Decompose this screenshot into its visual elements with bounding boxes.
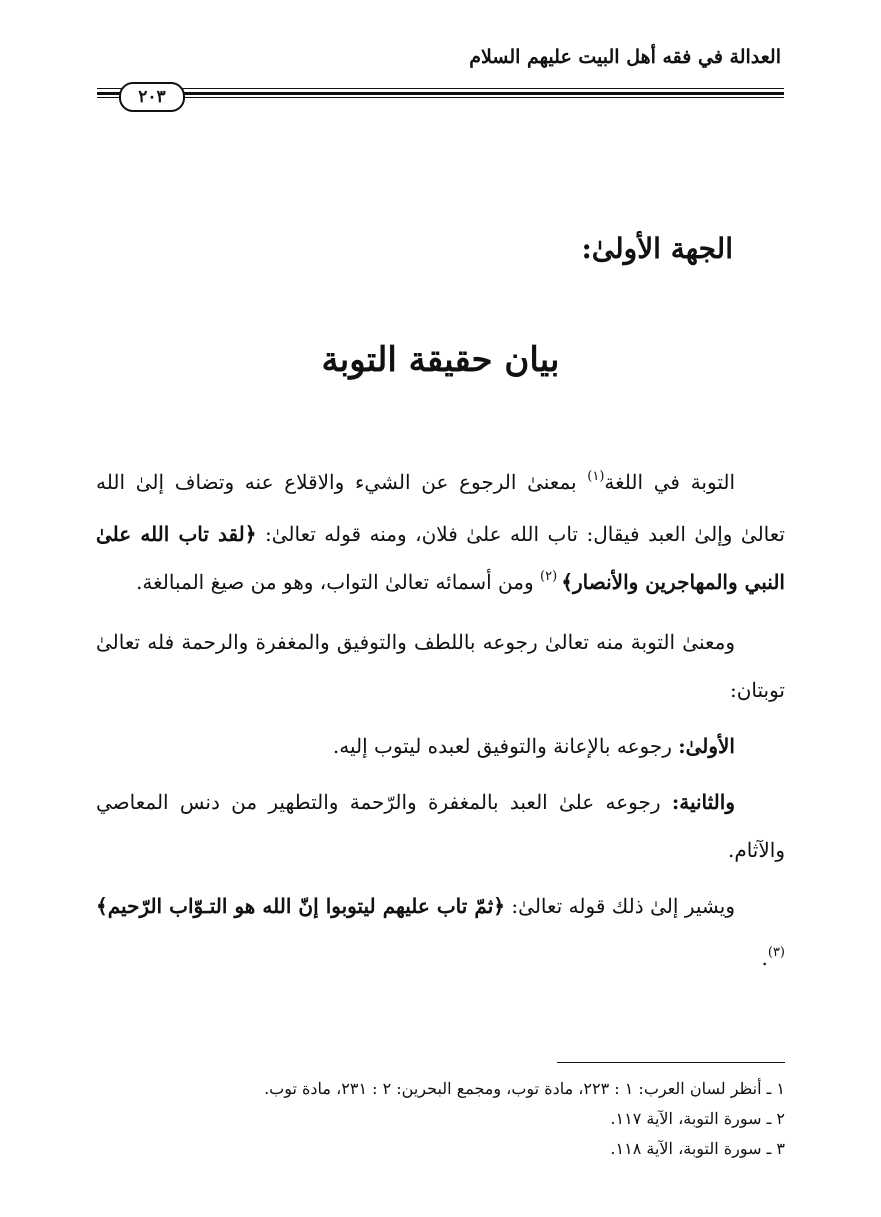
section-heading: الجهة الأولىٰ: [581,232,733,265]
paragraph-label: والثانية: [671,790,735,814]
paragraph-text: رجوعه بالإعانة والتوفيق لعبده ليتوب إليه. [332,734,679,758]
footnote-ref-2: (٢) [540,569,562,584]
footnote-item: ١ ـ أنظر لسان العرب: ١ : ٢٢٣، مادة توب، ومجمع البحرين: ٢ : ٢٣١، مادة توب. [264,1079,785,1098]
footnote-ref-3: (٣) [767,945,785,960]
paragraph-text: . [761,946,768,970]
paragraph-text: التوبة في اللغة [604,470,736,494]
footnote-item: ٣ ـ سورة التوبة، الآية ١١٨. [610,1139,785,1158]
footnote-item: ٢ ـ سورة التوبة، الآية ١١٧. [610,1109,785,1128]
paragraph-text: رجوعه علىٰ العبد بالمغفرة والرّحمة والتطهير من دنس المعاصي والآثام. [96,790,785,862]
paragraph-text: بمعنىٰ الرجوع عن الشيء والاقلاع عنه وتضاف إلىٰ الله تعالىٰ وإلىٰ العبد فيقال: تاب الله علىٰ فلان، ومنه قوله تعالىٰ: [96,470,785,546]
paragraph-label: الأولىٰ: [678,734,735,758]
quran-quote: ﴿لقد تاب الله علىٰ النبي والمهاجرين والأنصار﴾ [96,522,785,594]
body-text [96,458,785,994]
running-header-title: العدالة في فقه أهل البيت عليهم السلام [469,46,781,68]
paragraph-4 [96,778,785,874]
header-rule [97,84,784,108]
footnote-separator [557,1062,785,1063]
footnotes [96,1074,785,1164]
paragraph-text: ومن أسمائه تعالىٰ التواب، وهو من صيغ المبالغة. [136,570,541,594]
paragraph-2: ومعنىٰ التوبة منه تعالىٰ رجوعه باللطف والتوفيق والمغفرة والرحمة فله تعالىٰ توبتان: [96,630,785,702]
paragraph-5 [96,882,785,986]
page-number: ٢٠٣ [119,82,185,112]
quran-quote: ﴿ثمّ تاب عليهم ليتوبوا إنّ الله هو التـوّاب الرّحيم﴾ [96,894,505,918]
footnote-ref-1: (١) [587,469,605,484]
page-title: بيان حقيقة التوبة [321,340,560,380]
header-rule-line [97,97,784,98]
header-rule-line [97,88,784,89]
paragraph-1 [96,458,785,610]
header-rule-line [97,92,784,95]
paragraph-3 [96,722,785,770]
paragraph-text: ويشير إلىٰ ذلك قوله تعالىٰ: [504,894,735,918]
